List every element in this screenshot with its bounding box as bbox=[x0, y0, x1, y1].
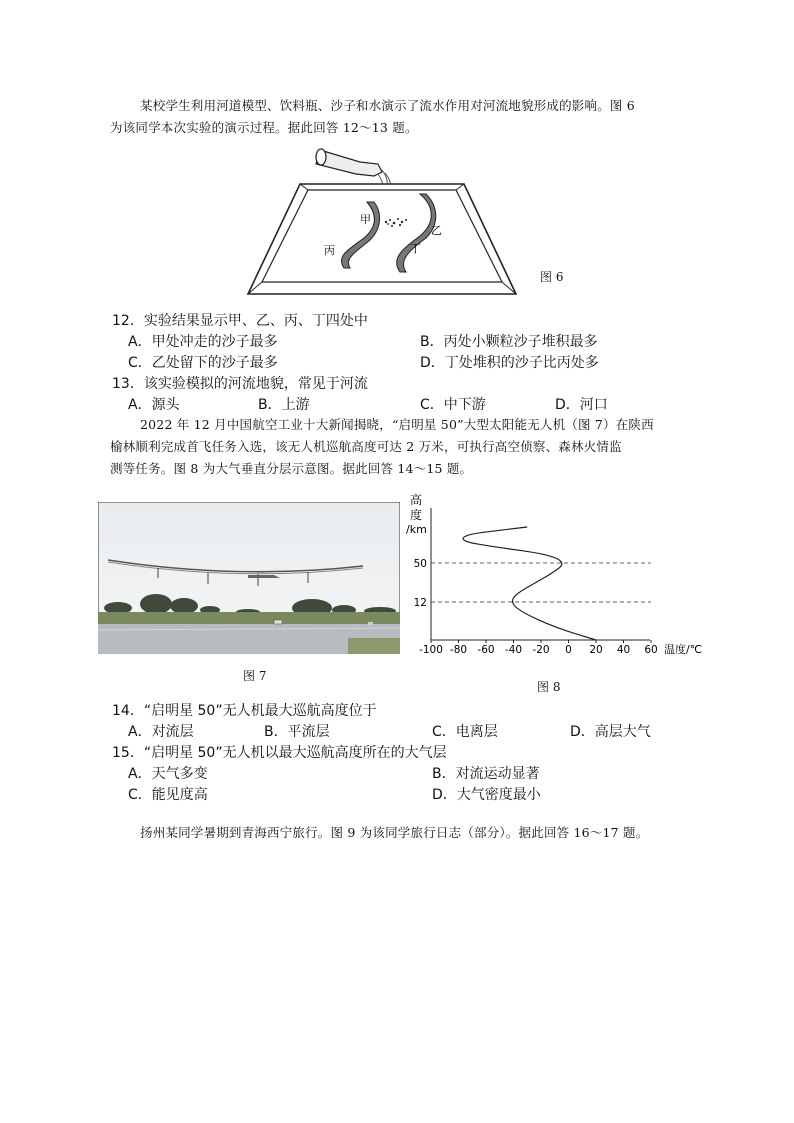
figure-8-caption: 图 8 bbox=[537, 680, 561, 694]
intro-line: 某校学生利用河道模型、饮料瓶、沙子和水演示了流水作用对河流地貌形成的影响。图 6 bbox=[140, 98, 635, 113]
question-15-option-d[interactable]: D．大气密度最小 bbox=[432, 787, 541, 803]
intro-line: 榆林顺利完成首飞任务入选，该无人机巡航高度可达 2 万米，可执行高空侦察、森林火情监 bbox=[110, 439, 622, 454]
question-12-option-c[interactable]: C．乙处留下的沙子最多 bbox=[128, 355, 278, 371]
y-label-gao: 高 bbox=[410, 493, 423, 507]
x-tick-label: -60 bbox=[477, 644, 495, 656]
question-13-option-a[interactable]: A．源头 bbox=[128, 397, 180, 413]
label-yi: 乙 bbox=[431, 224, 442, 237]
question-12-option-b[interactable]: B．丙处小颗粒沙子堆积最多 bbox=[420, 334, 598, 350]
intro-line: 为该同学本次实验的演示过程。据此回答 12～13 题。 bbox=[110, 120, 418, 135]
y-tick-label: 12 bbox=[413, 597, 427, 609]
x-axis-label: 温度/℃ bbox=[664, 643, 703, 656]
intro-line: 扬州某同学暑期到青海西宁旅行。图 9 为该同学旅行日志（部分）。据此回答 16～17 题。 bbox=[140, 825, 649, 840]
intro-line: 2022 年 12 月中国航空工业十大新闻揭晓，“启明星 50”大型太阳能无人机（图 7）在陕西 bbox=[140, 417, 654, 432]
figure-7-drone-photo bbox=[98, 502, 400, 654]
question-13-option-c[interactable]: C．中下游 bbox=[420, 397, 486, 413]
x-tick-label: -100 bbox=[419, 644, 443, 656]
label-jia: 甲 bbox=[360, 213, 371, 226]
question-15-stem: 15．“启明星 50”无人机以最大巡航高度所在的大气层 bbox=[112, 745, 447, 761]
question-13-option-d[interactable]: D．河口 bbox=[555, 397, 608, 413]
question-12-option-d[interactable]: D．丁处堆积的沙子比丙处多 bbox=[420, 355, 599, 371]
x-tick-label: -40 bbox=[504, 644, 523, 656]
y-label-du: 度 bbox=[410, 508, 423, 522]
y-tick-label: 50 bbox=[413, 558, 427, 570]
question-15-option-b[interactable]: B．对流运动显著 bbox=[432, 766, 540, 782]
question-14-option-c[interactable]: C．电离层 bbox=[432, 724, 498, 740]
figure-6-river-model bbox=[240, 140, 580, 300]
question-14-option-b[interactable]: B．平流层 bbox=[264, 724, 330, 740]
x-tick-label: 0 bbox=[565, 644, 572, 656]
figure-8-atmosphere-chart bbox=[400, 490, 720, 670]
question-13-stem: 13．该实验模拟的河流地貌，常见于河流 bbox=[112, 376, 368, 392]
question-15-option-a[interactable]: A．天气多变 bbox=[128, 766, 208, 782]
question-14-option-d[interactable]: D．高层大气 bbox=[570, 724, 651, 740]
x-tick-label: -20 bbox=[532, 644, 550, 656]
question-13-option-b[interactable]: B．上游 bbox=[258, 397, 310, 413]
x-tick-label: -80 bbox=[449, 644, 468, 656]
x-tick-label: 60 bbox=[644, 644, 658, 656]
river-tray bbox=[248, 184, 516, 294]
question-12-stem: 12．实验结果显示甲、乙、丙、丁四处中 bbox=[112, 313, 368, 329]
figure-7-caption: 图 7 bbox=[243, 669, 267, 683]
question-14-stem: 14．“启明星 50”无人机最大巡航高度位于 bbox=[112, 703, 377, 719]
label-ding: 丁 bbox=[410, 242, 421, 255]
intro-line: 测等任务。图 8 为大气垂直分层示意图。据此回答 14～15 题。 bbox=[110, 461, 473, 476]
x-tick-label: 40 bbox=[616, 644, 631, 656]
x-tick-label: 20 bbox=[589, 644, 603, 656]
temperature-profile-line bbox=[463, 527, 596, 640]
question-14-option-a[interactable]: A．对流层 bbox=[128, 724, 194, 740]
question-15-option-c[interactable]: C．能见度高 bbox=[128, 787, 208, 803]
figure-6-caption: 图 6 bbox=[540, 270, 564, 284]
question-12-option-a[interactable]: A．甲处冲走的沙子最多 bbox=[128, 334, 278, 350]
label-bing: 丙 bbox=[324, 244, 335, 257]
y-unit: /km bbox=[406, 523, 427, 536]
